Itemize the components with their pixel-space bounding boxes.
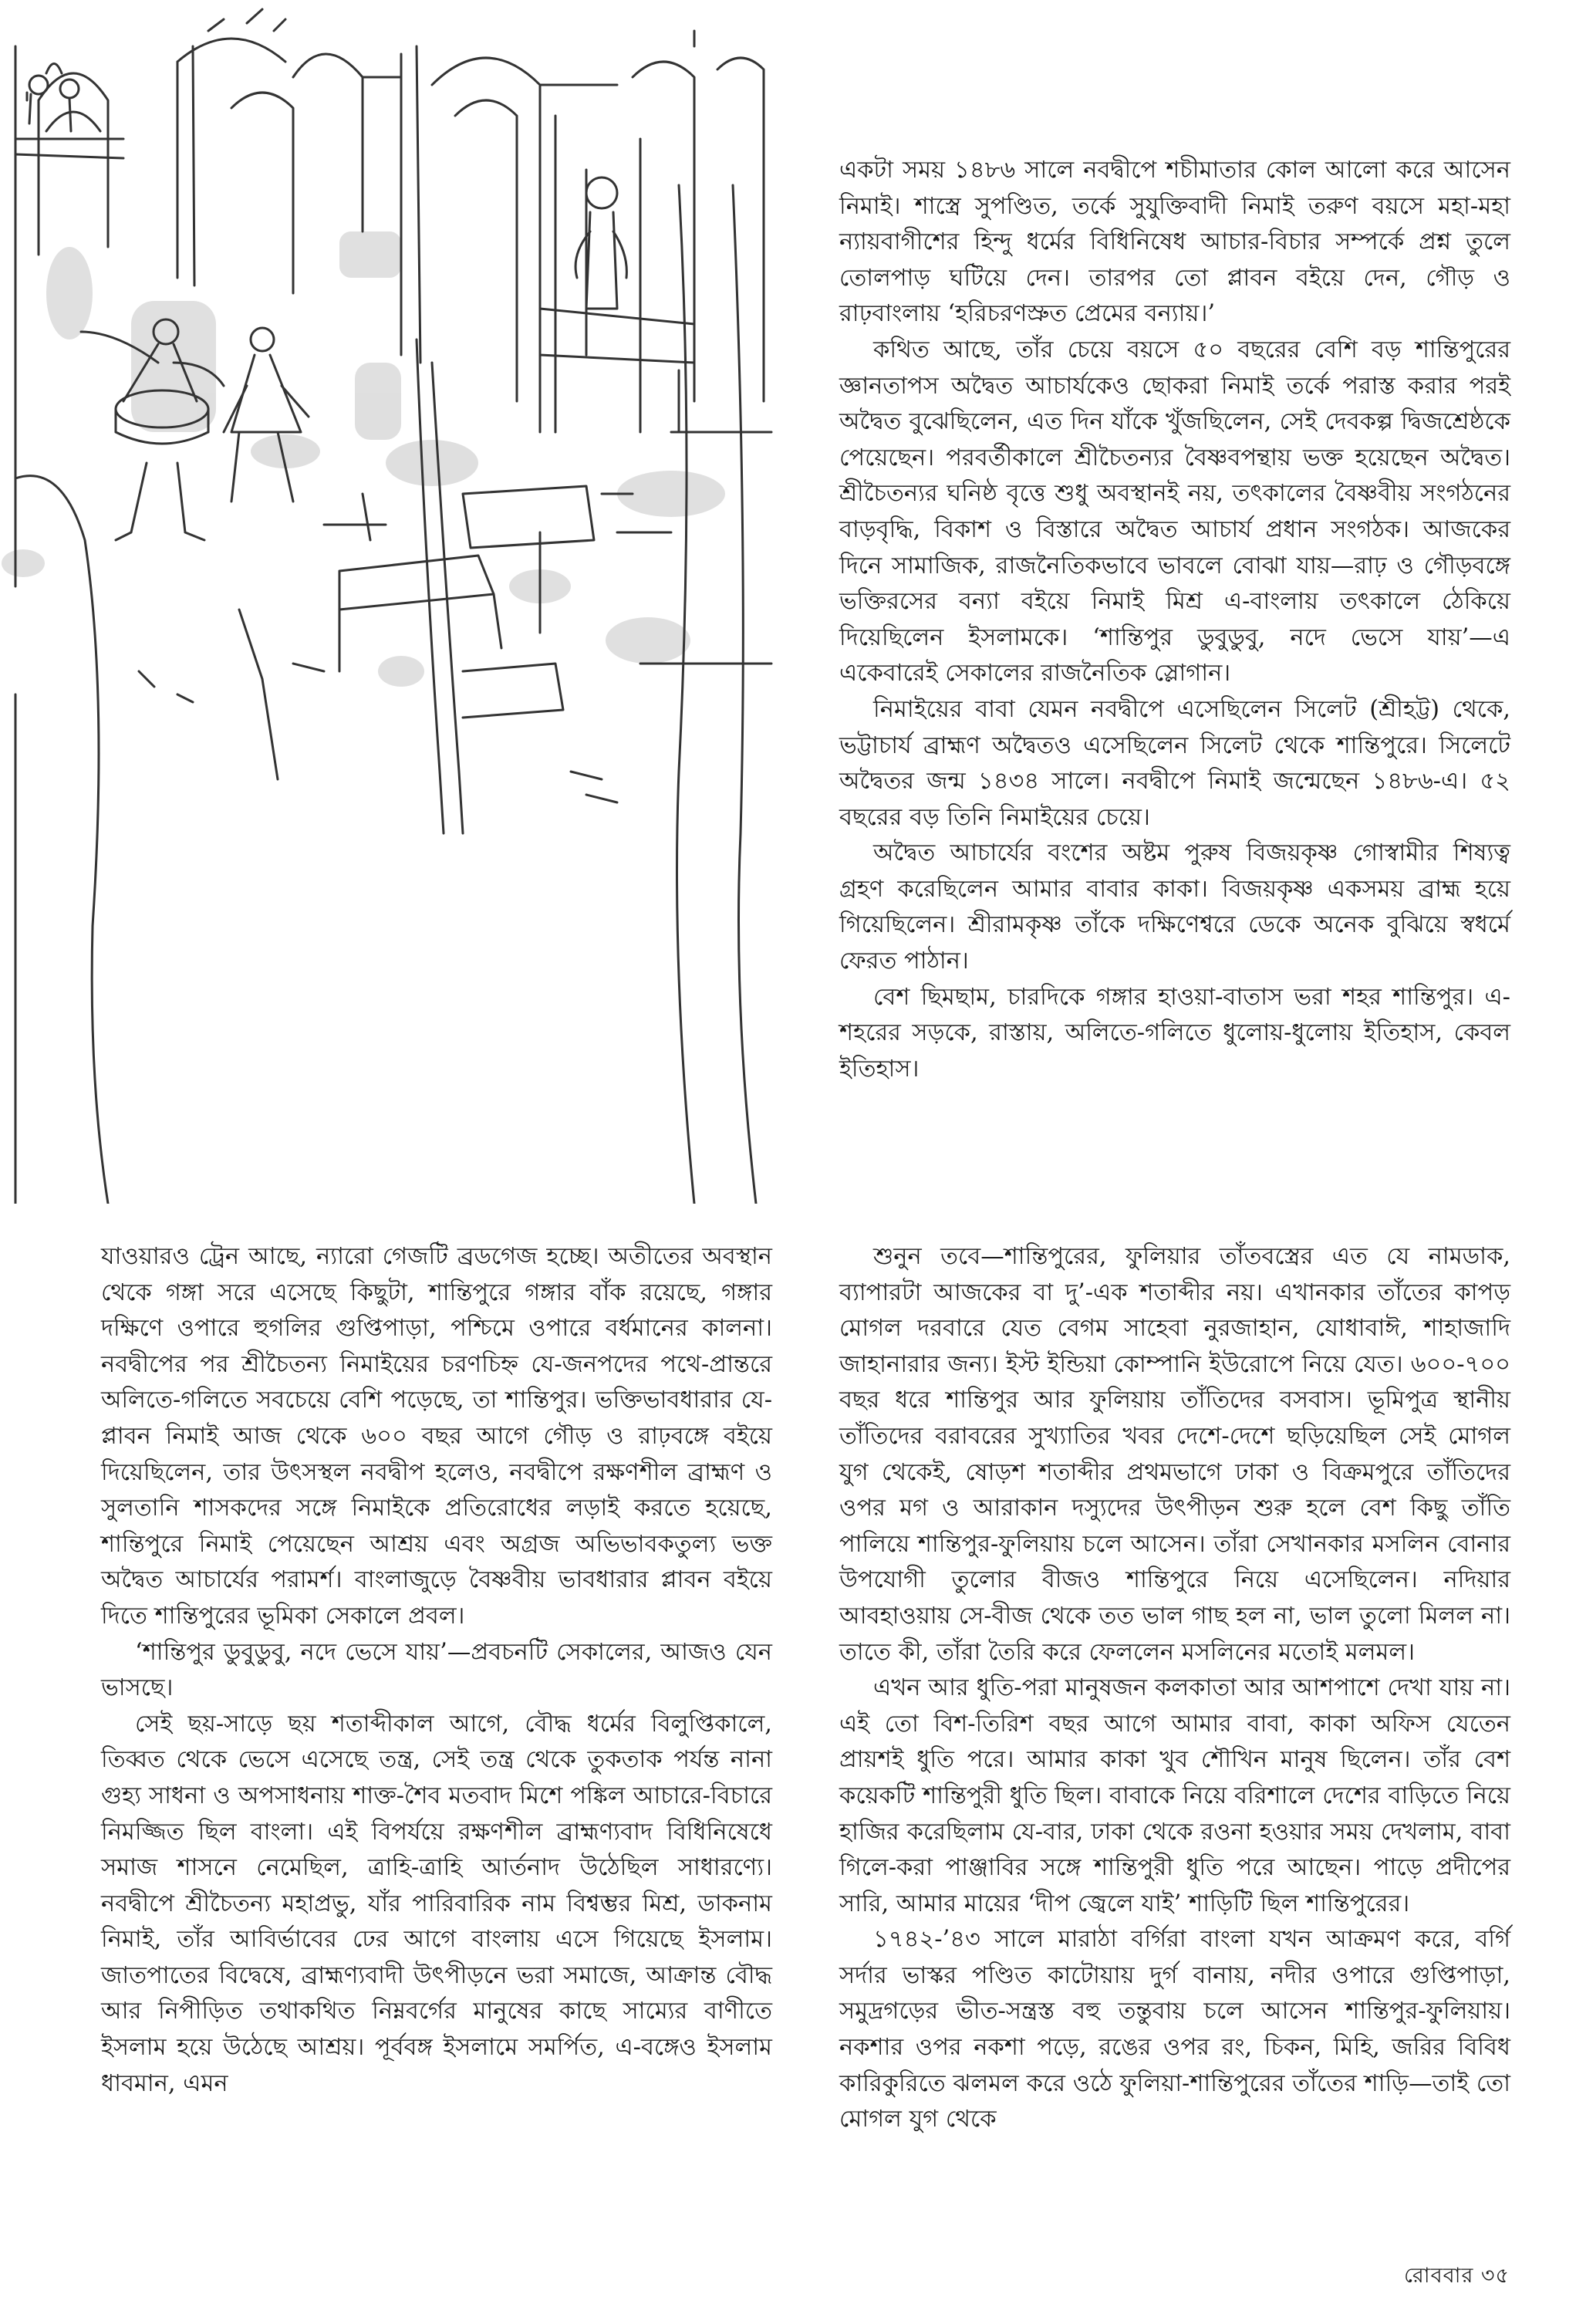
paragraph: অদ্বৈত আচার্যের বংশের অষ্টম পুরুষ বিজয়কৃষ্ণ গোস্বামীর শিষ্যত্ব গ্রহণ করেছিলেন আমার বাবার কাকা। বিজয়কৃষ্ণ একসময় ব্রাহ্ম হয়ে গিয়েছিলেন। শ্রীরামকৃষ্ণ তাঁকে দক্ষিণেশ্বরে ডেকে অনেক বুঝিয়ে স্বধর্মে ফেরত পাঠান। [839,839,1510,975]
article-column-right-bottom [839,1239,1510,2138]
paragraph: নিমাইয়ের বাবা যেমন নবদ্বীপে এসেছিলেন সিলেট (শ্রীহট্ট) থেকে, ভট্টাচার্য ব্রাহ্মণ অদ্বৈতও এসেছিলেন সিলেট থেকে শান্তিপুরে। সিলেটে অদ্বৈতর জন্ম ১৪৩৪ সালে। নবদ্বীপে নিমাই জন্মেছেন ১৪৮৬-এ। ৫২ বছরের বড় তিনি নিমাইয়ের চেয়ে। [839,695,1510,831]
paragraph: বেশ ছিমছাম, চারদিকে গঙ্গার হাওয়া-বাতাস ভরা শহর শান্তিপুর। এ-শহরের সড়কে, রাস্তায়, অলিতে-গলিতে ধুলোয়-ধুলোয় ইতিহাস, কেবল ইতিহাস। [839,983,1510,1083]
article-column-left [101,1239,772,2102]
paragraph: কথিত আছে, তাঁর চেয়ে বয়সে ৫০ বছরের বেশি বড় শান্তিপুরের জ্ঞানতাপস অদ্বৈত আচার্যকেও ছোকরা নিমাই তর্কে পরাস্ত করার পরই অদ্বৈত বুঝেছিলেন, এত দিন যাঁকে খুঁজছিলেন, সেই দেবকল্প দ্বিজশ্রেষ্ঠকে পেয়েছেন। পরবর্তীকালে শ্রীচৈতন্যর বৈষ্ণবপন্থায় ভক্ত হয়েছেন অদ্বৈত। শ্রীচৈতন্যর ঘনিষ্ঠ বৃত্তে শুধু অবস্থানই নয়, তৎকালের বৈষ্ণবীয় সংগঠনের বাড়বৃদ্ধি, বিকাশ ও বিস্তারে অদ্বৈত আচার্য প্রধান সংগঠক। আজকের দিনে সামাজিক, রাজনৈতিকভাবে ভাবলে বোঝা যায়—রাঢ় ও গৌড়বঙ্গে ভক্তিরসের বন্যা বইয়ে নিমাই মিশ্র এ-বাংলায় তৎকালে ঠেকিয়ে দিয়েছিলেন ইসলামকে। ‘শান্তিপুর ডুবুডুবু, নদে ভেসে যায়’—এ একেবারেই সেকালের রাজনৈতিক স্লোগান। [839,336,1510,687]
paragraph: যাওয়ারও ট্রেন আছে, ন্যারো গেজটি ব্রডগেজ হচ্ছে। অতীতের অবস্থান থেকে গঙ্গা সরে এসেছে কিছুটা, শান্তিপুরে গঙ্গার বাঁক রয়েছে, গঙ্গার দক্ষিণে ওপারে হুগলির গুপ্তিপাড়া, পশ্চিমে ওপারে বর্ধমানের কালনা। নবদ্বীপের পর শ্রীচৈতন্য নিমাইয়ের চরণচিহ্ন যে-জনপদের পথে-প্রান্তরে অলিতে-গলিতে সবচেয়ে বেশি পড়েছে, তা শান্তিপুর। ভক্তিভাবধারার যে-প্লাবন নিমাই আজ থেকে ৬০০ বছর আগে গৌড় ও রাঢ়বঙ্গে বইয়ে দিয়েছিলেন, তার উৎসস্থল নবদ্বীপ হলেও, নবদ্বীপে রক্ষণশীল ব্রাহ্মণ ও সুলতানি শাসকদের সঙ্গে নিমাইকে প্রতিরোধের লড়াই করতে হয়েছে, শান্তিপুরে নিমাই পেয়েছেন আশ্রয় এবং অগ্রজ অভিভাবকতুল্য ভক্ত অদ্বৈত আচার্যের পরামর্শ। বাংলাজুড়ে বৈষ্ণবীয় ভাবধারার প্লাবন বইয়ে দিতে শান্তিপুরের ভূমিকা সেকালে প্রবল। [101,1243,772,1630]
paragraph: ১৭৪২-’৪৩ সালে মারাঠা বর্গিরা বাংলা যখন আক্রমণ করে, বর্গি সর্দার ভাস্কর পণ্ডিত কাটোয়ায় দুর্গ বানায়, নদীর ওপারে গুপ্তিপাড়া, সমুদ্রগড়ের ভীত-সন্ত্রস্ত বহু তন্তুবায় চলে আসেন শান্তিপুর-ফুলিয়ায়। নকশার ওপর নকশা পড়ে, রঙের ওপর রং, চিকন, মিহি, জরির বিবিধ কারিকুরিতে ঝলমল করে ওঠে ফুলিয়া-শান্তিপুরের তাঁতের শাড়ি—তাই তো মোগল যুগ থেকে [839,1926,1510,2133]
paragraph: শুনুন তবে—শান্তিপুরের, ফুলিয়ার তাঁতবস্ত্রের এত যে নামডাক, ব্যাপারটা আজকের বা দু’-এক শতাব্দীর নয়। এখানকার তাঁতের কাপড় মোগল দরবারে যেত বেগম সাহেবা নুরজাহান, যোধাবাঈ, শাহাজাদি জাহানারার জন্য। ইস্ট ইন্ডিয়া কোম্পানি ইউরোপে নিয়ে যেত। ৬০০-৭০০ বছর ধরে শান্তিপুর আর ফুলিয়ায় তাঁতিদের বসবাস। ভূমিপুত্র স্থানীয় তাঁতিদের বরাবরের সুখ্যাতির খবর দেশে-দেশে ছড়িয়েছিল সেই মোগল যুগ থেকেই, ষোড়শ শতাব্দীর প্রথমভাগে ঢাকা ও বিক্রমপুরে তাঁতিদের ওপর মগ ও আরাকান দস্যুদের উৎপীড়ন শুরু হলে বেশ কিছু তাঁতি পালিয়ে শান্তিপুর-ফুলিয়ায় চলে আসেন। তাঁরা সেখানকার মসলিন বোনার উপযোগী তুলোর বীজও শান্তিপুরে নিয়ে এসেছিলেন। নদিয়ার আবহাওয়ায় সে-বীজ থেকে তত ভাল গাছ হল না, ভাল তুলো মিলল না। তাতে কী, তাঁরা তৈরি করে ফেললেন মসলিনের মতোই মলমল। [839,1243,1510,1666]
paragraph: এখন আর ধুতি-পরা মানুষজন কলকাতা আর আশপাশে দেখা যায় না। এই তো বিশ-তিরিশ বছর আগে আমার বাবা, কাকা অফিস যেতেন প্রায়শই ধুতি পরে। আমার কাকা খুব শৌখিন মানুষ ছিলেন। তাঁর বেশ কয়েকটি শান্তিপুরী ধুতি ছিল। বাবাকে নিয়ে বরিশালে দেশের বাড়িতে নিয়ে হাজির করেছিলাম যে-বার, ঢাকা থেকে রওনা হওয়ার সময় দেখলাম, বাবা গিলে-করা পাঞ্জাবির সঙ্গে শান্তিপুরী ধুতি পরে আছেন। পাড়ে প্রদীপের সারি, আমার মায়ের ‘দীপ জ্বেলে যাই’ শাড়িটি ছিল শান্তিপুরের। [839,1674,1510,1917]
paragraph: ‘শান্তিপুর ডুবুডুবু, নদে ভেসে যায়’—প্রবচনটি সেকালের, আজও যেন ভাসছে। [101,1638,772,1702]
page-footer: রোববার ৩৫ [1403,2264,1510,2288]
article-column-right-top [839,153,1510,1087]
paragraph: একটা সময় ১৪৮৬ সালে নবদ্বীপে শচীমাতার কোল আলো করে আসেন নিমাই। শাস্ত্রে সুপণ্ডিত, তর্কে সুযুক্তিবাদী নিমাই তরুণ বয়সে মহা-মহা ন্যায়বাগীশের হিন্দু ধর্মের বিধিনিষেধ আচার-বিচার সম্পর্কে প্রশ্ন তুলে তোলপাড় ঘটিয়ে দেন। তারপর তো প্লাবন বইয়ে দেন, গৌড় ও রাঢ়বাংলায় ‘হরিচরণস্রুত প্রেমের বন্যায়।’ [839,157,1510,328]
paragraph: সেই ছয়-সাড়ে ছয় শতাব্দীকাল আগে, বৌদ্ধ ধর্মের বিলুপ্তিকালে, তিব্বত থেকে ভেসে এসেছে তন্ত্র, সেই তন্ত্র থেকে তুকতাক পর্যন্ত নানা গুহ্য সাধনা ও অপসাধনায় শাক্ত-শৈব মতবাদ মিশে পঙ্কিল আচারে-বিচারে নিমজ্জিত ছিল বাংলা। এই বিপর্যয়ে রক্ষণশীল ব্রাহ্মণ্যবাদ বিধিনিষেধে সমাজ শাসনে নেমেছিল, ত্রাহি-ত্রাহি আর্তনাদ উঠেছিল সাধারণ্যে। নবদ্বীপে শ্রীচৈতন্য মহাপ্রভু, যাঁর পারিবারিক নাম বিশ্বম্ভর মিশ্র, ডাকনাম নিমাই, তাঁর আবির্ভাবের ঢের আগে বাংলায় এসে গিয়েছে ইসলাম। জাতপাতের বিদ্বেষে, ব্রাহ্মণ্যবাদী উৎপীড়নে ভরা সমাজে, আক্রান্ত বৌদ্ধ আর নিপীড়িত তথাকথিত নিম্নবর্গের মানুষের কাছে সাম্যের বাণীতে ইসলাম হয়ে উঠেছে আশ্রয়। পূর্ববঙ্গ ইসলামে সমর্পিত, এ-বঙ্গেও ইসলাম ধাবমান, এমন [101,1710,772,2097]
street-sketch-illustration [0,0,779,1204]
